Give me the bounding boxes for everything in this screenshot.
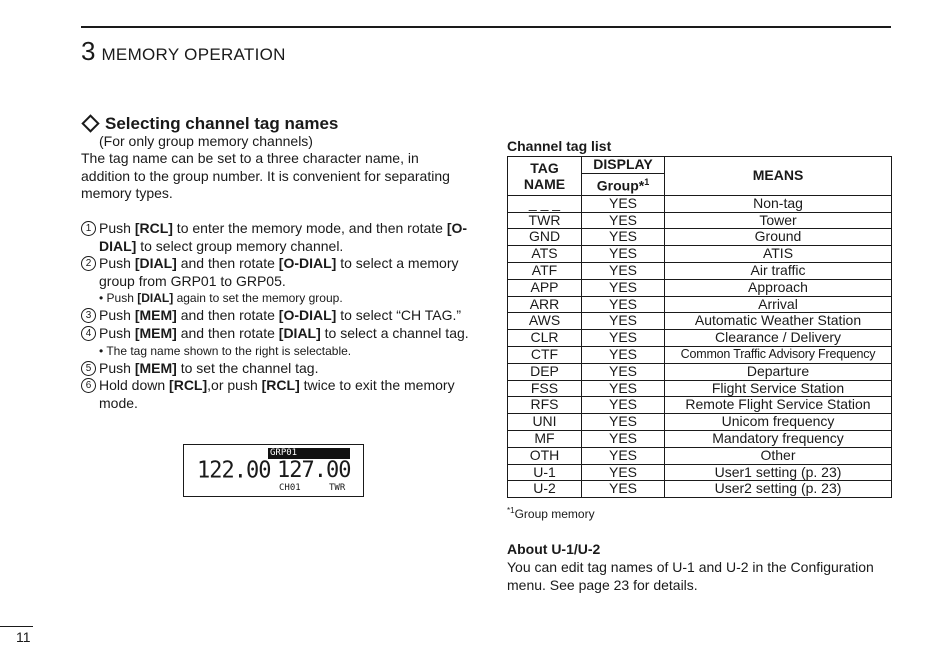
cell-tag: _ _ _ <box>508 195 582 212</box>
step-key: [MEM] <box>134 359 177 376</box>
step-text: Push <box>99 307 135 324</box>
header-means: MEANS <box>665 157 892 196</box>
cell-tag: CLR <box>508 330 582 347</box>
cell-means: User1 setting (p. 23) <box>665 464 892 481</box>
step-key: [RCL] <box>261 377 300 394</box>
cell-display: YES <box>582 195 665 212</box>
footnote-mark: *1 <box>507 506 515 515</box>
table-row <box>508 363 892 380</box>
step-key: [RCL] <box>169 377 208 394</box>
lcd-standby-frequency: 122.00 <box>197 457 271 484</box>
step-text: Push <box>99 255 135 272</box>
cell-display: YES <box>582 279 665 296</box>
table-row <box>508 195 892 212</box>
step-text: to enter the memory mode, and then rotate <box>172 219 447 236</box>
cell-display: YES <box>582 363 665 380</box>
cell-display: YES <box>582 481 665 498</box>
section-title-text: Selecting channel tag names <box>105 114 339 133</box>
step-text: to select “CH TAG.” <box>336 307 462 324</box>
table-row <box>508 313 892 330</box>
cell-display: YES <box>582 397 665 414</box>
cell-display: YES <box>582 246 665 263</box>
cell-display: YES <box>582 447 665 464</box>
cell-means: Approach <box>665 279 892 296</box>
step-text: and then rotate <box>176 255 279 272</box>
step-text: to select group memory channel. <box>136 237 344 254</box>
step-key: [RCL] <box>134 219 173 236</box>
chapter-heading <box>81 36 286 67</box>
chapter-title: MEMORY OPERATION <box>101 45 286 64</box>
cell-tag: ATF <box>508 262 582 279</box>
cell-means: ATIS <box>665 246 892 263</box>
step-key: [DIAL] <box>278 324 321 341</box>
lcd-display <box>183 444 364 497</box>
step-number: 2 <box>81 256 96 271</box>
step-item <box>81 377 471 412</box>
cell-means: Ground <box>665 229 892 246</box>
cell-means: Unicom frequency <box>665 414 892 431</box>
lcd-channel: CH01 <box>279 483 301 493</box>
header-rule <box>81 26 891 28</box>
step-key: [O-DIAL] <box>99 219 468 254</box>
cell-tag: AWS <box>508 313 582 330</box>
page-number: 11 <box>16 629 31 645</box>
cell-tag: RFS <box>508 397 582 414</box>
table-row <box>508 262 892 279</box>
step-number: 3 <box>81 308 96 323</box>
header-group-sup: 1 <box>644 176 650 187</box>
table-row <box>508 229 892 246</box>
header-display: DISPLAY <box>582 157 665 174</box>
cell-display: YES <box>582 380 665 397</box>
table-row <box>508 380 892 397</box>
cell-tag: TWR <box>508 212 582 229</box>
section-title <box>81 115 471 133</box>
cell-tag: OTH <box>508 447 582 464</box>
cell-tag: DEP <box>508 363 582 380</box>
note-text: again to set the memory group. <box>173 291 343 306</box>
cell-display: YES <box>582 430 665 447</box>
note-text: • Push <box>99 291 138 306</box>
cell-tag: FSS <box>508 380 582 397</box>
cell-means: Departure <box>665 363 892 380</box>
table-row <box>508 397 892 414</box>
cell-display: YES <box>582 229 665 246</box>
cell-means: Arrival <box>665 296 892 313</box>
step-text: Hold down <box>99 377 170 394</box>
table-row <box>508 279 892 296</box>
cell-means: Other <box>665 447 892 464</box>
step-key: [O-DIAL] <box>278 307 337 324</box>
cell-display: YES <box>582 212 665 229</box>
cell-display: YES <box>582 262 665 279</box>
table-row <box>508 246 892 263</box>
page-number-rule <box>0 626 33 627</box>
cell-means: Non-tag <box>665 195 892 212</box>
cell-display: YES <box>582 346 665 363</box>
cell-tag: APP <box>508 279 582 296</box>
note-text: [DIAL] <box>137 291 174 306</box>
cell-tag: ATS <box>508 246 582 263</box>
note-text: • The tag name shown to the right is selectable. <box>99 343 352 358</box>
table-row <box>508 464 892 481</box>
step-item <box>81 325 471 343</box>
step-text: Push <box>99 324 135 341</box>
diamond-icon <box>81 115 99 133</box>
table-row <box>508 414 892 431</box>
step-item <box>81 307 471 325</box>
step-number: 6 <box>81 378 96 393</box>
cell-means: Flight Service Station <box>665 380 892 397</box>
cell-means: Tower <box>665 212 892 229</box>
cell-tag: UNI <box>508 414 582 431</box>
step-note <box>81 343 471 360</box>
lcd-tag: TWR <box>329 483 346 493</box>
cell-display: YES <box>582 464 665 481</box>
table-title: Channel tag list <box>507 138 612 154</box>
cell-tag: U-2 <box>508 481 582 498</box>
step-key: [O-DIAL] <box>278 255 337 272</box>
step-text: Push <box>99 359 135 376</box>
chapter-number: 3 <box>81 36 96 66</box>
step-number: 4 <box>81 326 96 341</box>
cell-display: YES <box>582 313 665 330</box>
step-text: ,or push <box>207 377 262 394</box>
cell-display: YES <box>582 414 665 431</box>
section-body <box>81 115 471 412</box>
cell-means: Remote Flight Service Station <box>665 397 892 414</box>
cell-means: Automatic Weather Station <box>665 313 892 330</box>
table-row <box>508 430 892 447</box>
step-text: and then rotate <box>176 307 279 324</box>
header-tag-name: TAG NAME <box>508 157 582 196</box>
step-key: [DIAL] <box>134 255 177 272</box>
cell-display: YES <box>582 330 665 347</box>
table-row <box>508 481 892 498</box>
cell-means: Air traffic <box>665 262 892 279</box>
step-number: 5 <box>81 361 96 376</box>
table-row <box>508 296 892 313</box>
section-subtitle: (For only group memory channels) <box>99 132 313 149</box>
cell-tag: GND <box>508 229 582 246</box>
about-text: You can edit tag names of U-1 and U-2 in the Configuration menu. See page 23 for details. <box>507 559 874 593</box>
about-title: About U-1/U-2 <box>507 541 601 557</box>
step-key: [MEM] <box>134 307 177 324</box>
step-text: Push <box>99 219 135 236</box>
cell-tag: CTF <box>508 346 582 363</box>
table-footnote <box>507 506 595 521</box>
about-section <box>507 540 897 594</box>
cell-means: Common Traffic Advisory Frequency <box>665 346 892 363</box>
step-list <box>81 220 471 412</box>
lcd-group: GRP01 <box>268 448 350 459</box>
cell-display: YES <box>582 296 665 313</box>
step-text: to set the channel tag. <box>176 359 319 376</box>
section-intro: The tag name can be set to a three character name, in addition to the group number. It is convenient for separating memory types. <box>81 150 450 202</box>
step-text: twice to exit the memory mode. <box>99 377 455 411</box>
cell-means: Mandatory frequency <box>665 430 892 447</box>
step-key: [MEM] <box>134 324 177 341</box>
step-item <box>81 220 471 255</box>
header-group-text: Group* <box>596 177 645 194</box>
cell-tag: ARR <box>508 296 582 313</box>
step-item <box>81 255 471 290</box>
step-text: and then rotate <box>176 324 279 341</box>
table-row <box>508 447 892 464</box>
step-text: to select a channel tag. <box>320 324 469 341</box>
header-group <box>582 173 665 195</box>
channel-tag-table <box>507 156 892 498</box>
cell-means: Clearance / Delivery <box>665 330 892 347</box>
cell-tag: U-1 <box>508 464 582 481</box>
table-row <box>508 330 892 347</box>
table-row <box>508 346 892 363</box>
step-note <box>81 290 471 307</box>
footnote-text: Group memory <box>514 507 595 521</box>
step-text: to select a memory group from GRP01 to GRP05. <box>99 255 459 289</box>
step-item <box>81 360 471 378</box>
step-number: 1 <box>81 221 96 236</box>
cell-tag: MF <box>508 430 582 447</box>
cell-means: User2 setting (p. 23) <box>665 481 892 498</box>
table-body <box>508 195 892 497</box>
lcd-active-frequency: 127.00 <box>277 458 351 483</box>
table-row <box>508 212 892 229</box>
